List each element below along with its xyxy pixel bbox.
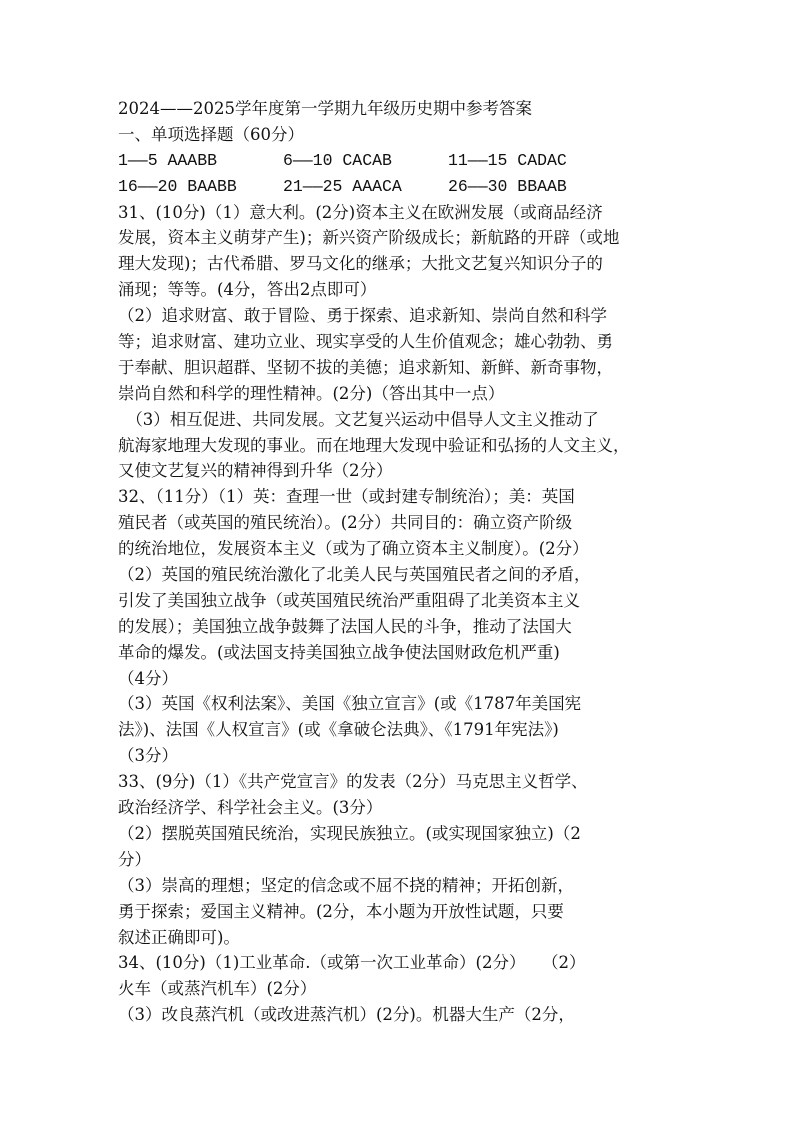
text-line: 的统治地位，发展资本主义（或为了确立资本主义制度）。(2分）	[118, 539, 589, 559]
text-line: 34、(10分)（1)工业革命.（或第一次工业革命）(2分） （2）	[118, 953, 586, 973]
text-line: 火车（或蒸汽机车）(2分）	[118, 979, 317, 999]
text-line: 政治经济学、科学社会主义。(3分）	[118, 798, 383, 818]
text-line: 涌现；等等。(4分，答出2点即可）	[118, 280, 377, 300]
text-line: 等；追求财富、建功立业、现实享受的人生价值观念；雄心勃勃、勇	[118, 332, 613, 352]
document-title: 2024——2025学年度第一学期九年级历史期中参考答案	[118, 99, 532, 118]
text-line: 32、（11分）（1）英：查理一世（或封建专制统治）；美：英国	[118, 487, 575, 507]
answer-key-body	[118, 96, 683, 1028]
text-line: 33、(9分)（1）《共产党宣言》的发表（2分）马克思主义哲学、	[118, 772, 588, 792]
text-line: 理大发现)；古代希腊、罗马文化的继承；大批文艺复兴知识分子的	[118, 254, 603, 274]
mc-answer-row	[118, 148, 683, 174]
text-line: 于奉献、胆识超群、坚韧不拔的美德；追求新知、新鲜、新奇事物，	[118, 357, 613, 377]
mc-answer-group: 6——10 CACAB	[283, 150, 392, 170]
text-line: 又使文艺复兴的精神得到升华（2分）	[118, 461, 393, 481]
text-line: 革命的爆发。(或法国支持美国独立战争使法国财政危机严重)	[118, 642, 560, 662]
text-line: 崇尚自然和科学的理性精神。(2分)（答出其中一点）	[118, 383, 505, 403]
text-line: 叙述正确即可)。	[118, 927, 240, 947]
text-line: 殖民者（或英国的殖民统治）。(2分）共同目的：确立资产阶级	[118, 513, 573, 533]
text-line: 勇于探索；爱国主义精神。(2分，本小题为开放性试题，只要	[118, 901, 564, 921]
text-line: （3）改良蒸汽机（或改进蒸汽机）(2分)。机器大生产（2分，	[118, 1005, 575, 1025]
text-line: 引发了美国独立战争（或英国殖民统治严重阻碍了北美资本主义	[118, 590, 580, 610]
mc-answer-row	[118, 174, 683, 200]
text-line: 法》)、法国《人权宣言》(或《拿破仑法典》、《1791年宪法》)	[118, 720, 559, 740]
text-line: 31、(10分)（1）意大利。(2分)资本主义在欧洲发展（或商品经济	[118, 202, 603, 222]
text-line: （4分）	[118, 668, 178, 688]
mc-answer-group: 26——30 BBAAB	[448, 176, 567, 196]
mc-answer-group: 21——25 AAACA	[283, 176, 402, 196]
text-line: （3分）	[118, 746, 178, 766]
mc-answer-group: 16——20 BAABB	[118, 176, 237, 196]
section-heading-multiple-choice: 一、单项选择题（60分）	[118, 124, 304, 144]
text-line: （3）崇高的理想；坚定的信念或不屈不挠的精神；开拓创新，	[118, 875, 574, 895]
text-line: 的发展）；美国独立战争鼓舞了法国人民的斗争，推动了法国大	[118, 616, 572, 636]
mc-answer-group: 1——5 AAABB	[118, 150, 218, 170]
text-line: （2）英国的殖民统治激化了北美人民与英国殖民者之间的矛盾，	[118, 565, 591, 585]
text-line: 分）	[118, 849, 151, 869]
mc-answer-group: 11——15 CADAC	[448, 150, 567, 170]
text-line: （3）相互促进、共同发展。文艺复兴运动中倡导人文主义推动了	[118, 409, 599, 429]
text-line: （2）追求财富、敢于冒险、勇于探索、追求新知、崇尚自然和科学	[118, 306, 607, 326]
text-line: 航海家地理大发现的事业。而在地理大发现中验证和弘扬的人文主义，	[118, 435, 630, 455]
text-line: （3）英国《权利法案》、美国《独立宣言》(或《1787年美国宪	[118, 694, 582, 714]
text-line: 发展，资本主义萌芽产生)；新兴资产阶级成长；新航路的开辟（或地	[118, 228, 620, 248]
text-line: （2）摆脱英国殖民统治，实现民族独立。(或实现国家独立)（2	[118, 823, 581, 843]
